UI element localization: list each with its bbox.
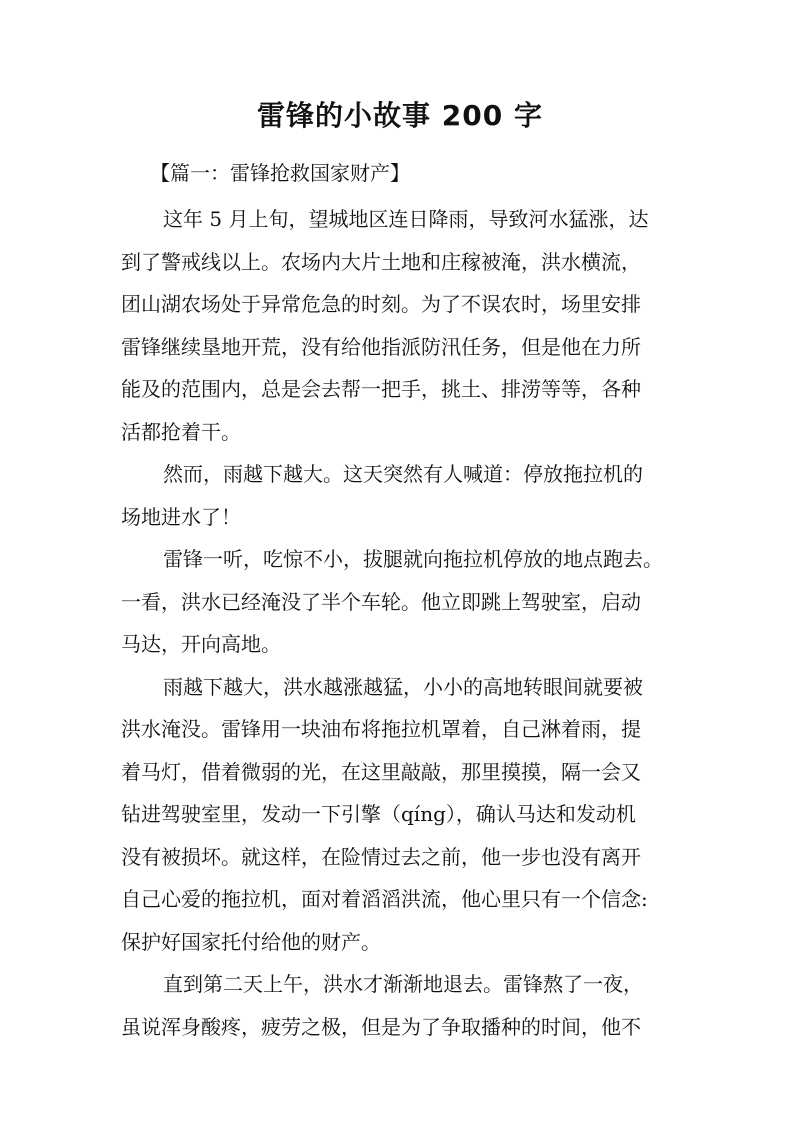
text-line: 虽说浑身酸疼，疲劳之极，但是为了争取播种的时间，他不	[121, 1014, 641, 1039]
text-line: 然而，雨越下越大。这天突然有人喊道：停放拖拉机的	[163, 462, 643, 486]
text-line: 马达，开向高地。	[121, 632, 281, 656]
page-title: 雷锋的小故事 200 字	[257, 99, 543, 132]
text-line: 团山湖农场处于异常危急的时刻。为了不误农时，场里安排	[121, 292, 641, 316]
text-line: 一看，洪水已经淹没了半个车轮。他立即跳上驾驶室，启动	[121, 589, 641, 614]
text-line: 保护好国家托付给他的财产。	[121, 929, 381, 954]
body-text	[121, 198, 691, 1048]
text-line: 没有被损坏。就这样，在险情过去之前，他一步也没有离开	[121, 844, 641, 869]
text-line: 洪水淹没。雷锋用一块油布将拖拉机罩着，自己淋着雨，提	[121, 717, 641, 741]
text-line: 雨越下越大，洪水越涨越猛，小小的高地转眼间就要被	[163, 674, 643, 699]
text-line: 雷锋一听，吃惊不小，拔腿就向拖拉机停放的地点跑去。	[163, 547, 663, 571]
text-line: 到了警戒线以上。农场内大片土地和庄稼被淹，洪水横流，	[121, 249, 641, 274]
text-line: 钻进驾驶室里，发动一下引擎（qíng），确认马达和发动机	[121, 802, 636, 826]
text-line: 雷锋继续垦地开荒，没有给他指派防汛任务，但是他在力所	[121, 334, 641, 359]
section-heading: 【篇一：雷锋抢救国家财产】	[150, 161, 410, 185]
text-line: 能及的范围内，总是会去帮一把手，挑土、排涝等等，各种	[121, 377, 641, 401]
text-line: 这年 5 月上旬，望城地区连日降雨，导致河水猛涨，达	[163, 207, 649, 231]
text-line: 活都抢着干。	[121, 419, 241, 444]
text-line: 场地进水了！	[121, 504, 241, 529]
text-line: 直到第二天上午，洪水才渐渐地退去。雷锋熬了一夜，	[163, 972, 643, 996]
text-line: 自己心爱的拖拉机，面对着滔滔洪流，他心里只有一个信念:	[121, 887, 648, 911]
text-line: 着马灯，借着微弱的光，在这里敲敲，那里摸摸，隔一会又	[121, 759, 641, 784]
